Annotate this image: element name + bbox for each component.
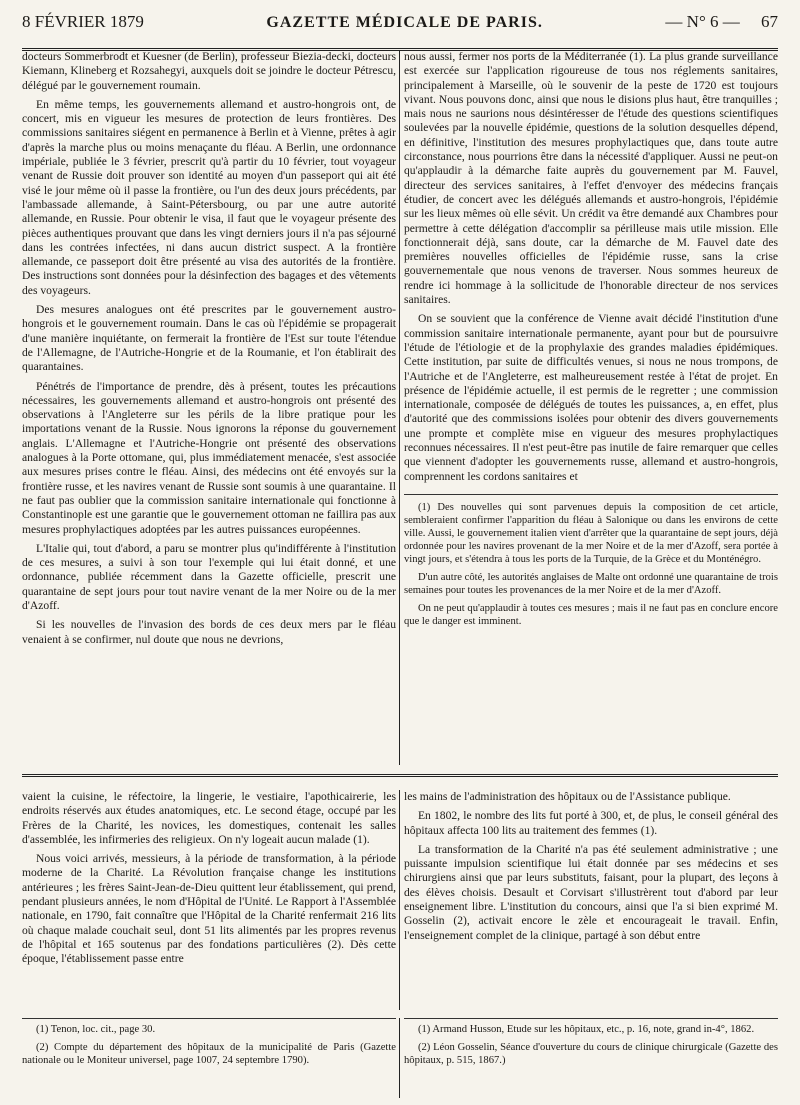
paragraph: vaient la cuisine, le réfectoire, la lingerie, le vestiaire, l'apothicairerie, les endroits réservés aux études anatomiques, etc. Le second étage, occupé par les Frères de la Charité, les novices, les domestiques, contenait les salles d'assemblée, les infirmeries des religieux. On n'y logeait aucun malade (1). (22, 790, 397, 846)
issue-number: — N° 6 — (665, 12, 740, 31)
footnote: (1) Armand Husson, Etude sur les hôpitaux, etc., p. 16, note, grand in-4°, 1862. (417, 1024, 755, 1035)
bottom-right-column (404, 790, 778, 1010)
footnote: (1) Des nouvelles qui sont parvenues depuis la composition de cet article, sembleraient confirmer l'apparition du fléau à Salonique ou dans les environs de cette ville. Aussi, le gouvernement italien vient d'arrêter que la quarantaine de sept jours, déjà ordonnée pour les navires provenant de la mer Noire et de la mer d'Azoff, sera portée à vingt jours, et s'étendra à tous les ports de la Turquie, de la Grèce et du Monténégro. (403, 501, 778, 565)
footnote: (2) Compte du département des hôpitaux de la municipalité de Paris (Gazette nationale ou le Moniteur universel, page 1007, 24 septembre 1790). (22, 1042, 397, 1066)
column-divider (396, 790, 404, 1010)
top-left-column (22, 50, 396, 765)
bottom-left-footnotes (22, 1018, 396, 1098)
page-header (22, 12, 778, 51)
footnote: D'un autre côté, les autorités anglaises de Malte ont ordonné une quarantaine de trois semaines pour toutes les provenances de la mer Noire et de la mer d'Azoff. (403, 571, 778, 596)
paragraph: nous aussi, fermer nos ports de la Méditerranée (1). La plus grande surveillance est exercée sur l'application rigoureuse de tous nos réglements sanitaires, principalement à Marseille, où le souvenir de la peste de 1720 est toujours vivant. Nous pouvons donc, ainsi que nous le disions plus haut, être tranquilles ; mais nous ne saurions nous désintéresser de l'étude des questions scientifiques soulevées par la nouvelle épidémie, questions de la solution desquelles dépend, en définitive, l'institution des mesures prophylactiques que, dans toute autre circonstance, nous pourrions être dans la nécessité d'appliquer. Aussi ne peut-on qu'applaudir à la démarche faite auprès du gouvernement par M. Fauvel, directeur des services sanitaires, à l'effet d'envoyer des médecins français étudier, de concert avec les délégués allemands et austro-hongrois, l'épidémie sur les lieux mêmes où elle sévit. Un crédit va être demandé aux Chambres pour permettre à cette délégation d'accomplir sa périlleuse mais utile mission. Elle fonctionnerait déjà, sans doute, car la démarche de M. Fauvel date des premières nouvelles officielles de l'épidémie russe, sans la crise gouvernementale que nous venons de traverser. Nous sommes heureux de rendre ici hommage à la sollicitude de l'honorable directeur de nos services sanitaires. (403, 50, 778, 307)
column-divider (396, 1018, 404, 1098)
footnote: On ne peut qu'applaudir à toutes ces mesures ; mais il ne faut pas en conclure encore que le danger est imminent. (403, 602, 778, 627)
bottom-left-column (22, 790, 396, 1010)
top-article (22, 50, 778, 765)
paragraph: L'Italie qui, tout d'abord, a paru se montrer plus qu'indifférente à l'institution de ces mesures, a suivi à son tour l'exemple qui lui était donné, et une ordonnance, publiée récemment dans la Gazette officielle, prescrit une quarantaine de sept jours pour tout navire venant de la mer Noire ou de la mer d'Azoff. (22, 541, 397, 612)
paragraph: Des mesures analogues ont été prescrites par le gouvernement austro-hongrois et le gouvernement roumain. Dans le cas où l'épidémie se propagerait d'une manière inquiétante, on fermerait la frontière de l'Est sur toute l'étendue de l'Allemagne, de l'Autriche-Hongrie et de la Roumanie, et l'on établirait des quarantaines. (22, 303, 397, 374)
paragraph: En même temps, les gouvernements allemand et austro-hongrois ont, de concert, mis en vigueur les mesures de protection de leurs frontières. Des commissions sanitaires siégent en permanence à Berlin et à Vienne, prêtes à agir d'après la marche plus ou moins menaçante du fléau. A Berlin, une ordonnance impériale, publiée le 3 février, prescrit qu'à partir du 10 février, tout voyageur venant de Russie doit prouver son identité au moyen d'un passeport qui ait été visé le jour même où il passe la frontière, ou l'un des deux jours précédents, par l'ambassade allemande, à Saint-Pétersbourg, ou par une autre autorité allemande, en Russie. Pour obtenir le visa, il faut que le voyageur présente des pièces authentiques prouvant que dans les vingt derniers jours il n'a pas séjourné dans les contrées infectées, ni dans aucun district suspect. A la frontière allemande, ce passeport doit être présenté au visa des autorités de la frontière. Des instructions sont données pour la désinfection des bagages et des vêtements des voyageurs. (22, 97, 397, 297)
bottom-footnotes (22, 1018, 778, 1098)
paragraph: En 1802, le nombre des lits fut porté à 300, et, de plus, le conseil général des hôpitaux affecta 100 lits au traitement des femmes (1). (403, 809, 778, 837)
paragraph: On se souvient que la conférence de Vienne avait décidé l'institution d'une commission sanitaire internationale permanente, ayant pour but de poursuivre l'étude de l'étiologie et de la prophylaxie des grandes maladies épidémiques. Cette institution, par suite de difficultés venues, si nous ne nous trompons, de l'Autriche et de l'Angleterre, est malheureusement restée à l'état de projet. En présence de l'épidémie actuelle, il est permis de le regretter ; une commission internationale, composée de délégués de toutes les puissances, a, en effet, plus d'autorité que des commissions isolées pour obtenir des divers gouvernements une prompte et complète mise en vigueur des mesures prophylactiques reconnues nécessaires. Il n'est peut-être pas inutile de faire remarquer que celles que viennent d'adopter les gouvernements russe, allemand et austro-hongrois, comprennent les cordons sanitaires et (403, 312, 778, 483)
paragraph: Si les nouvelles de l'invasion des bords de ces deux mers par le fléau venaient à se confirmer, nul doute que nous ne devrions, (22, 618, 397, 646)
paragraph: les mains de l'administration des hôpitaux ou de l'Assistance publique. (403, 790, 731, 803)
bottom-article (22, 790, 778, 1010)
section-separator (22, 774, 778, 777)
page-number: 67 (761, 12, 778, 31)
paragraph: docteurs Sommerbrodt et Kuesner (de Berlin), professeur Biezia-decki, docteurs Kiemann, Klineberg et Rozsahegyi, auxquels doit se joindre le docteur Pétrescu, délégué par le gouvernement roumain. (22, 50, 397, 92)
top-right-column (404, 50, 778, 765)
journal-title: GAZETTE MÉDICALE DE PARIS. (266, 14, 543, 31)
footnotes (404, 494, 778, 628)
footnote: (2) Léon Gosselin, Séance d'ouverture du cours de clinique chirurgicale (Gazette des hôpitaux, p. 515, 1867.) (403, 1042, 778, 1066)
paragraph: La transformation de la Charité n'a pas été seulement administrative ; une puissante impulsion scientifique lui était donnée par ses médecins et ses chirurgiens ainsi que par leurs substituts, faisant, pour la plupart, des leçons à des élèves choisis. Desault et Corvisart s'illustrèrent tout d'abord par leur enseignement libre. L'institution du concours, ainsi que l'a si bien exprimé M. Gosselin (2), activait encore le zèle et encourageait le travail. Enfin, l'enseignement complet de la clinique, partagé à son début entre (403, 842, 778, 942)
header-date: 8 FÉVRIER 1879 (22, 12, 144, 31)
column-divider (396, 50, 404, 765)
paragraph: Pénétrés de l'importance de prendre, dès à présent, toutes les précautions nécessaires, les gouvernements allemand et austro-hongrois ont présenté des observations à l'Angleterre sur les périls de la libre pratique pour les importations venant de la Russie. Nous ignorons la réponse du gouvernement anglais. L'Allemagne et l'Autriche-Hongrie ont présenté des observations analogues à la Porte ottomane, qui, plus immédiatement menacée, s'est associée aux mesures prises contre le fléau. Ainsi, des médecins ont été envoyés sur la frontière russe, et les navires venant de Russie sont soumis à une quarantaine. Il ne faut pas oublier que la commission sanitaire internationale qui fonctionne à Constantinople est une garantie que le gouvernement ottoman ne faillira pas aux mesures prophylactiques adoptées par les autres puissances européennes. (22, 379, 397, 536)
bottom-right-footnotes (404, 1018, 778, 1098)
paragraph: Nous voici arrivés, messieurs, à la période de transformation, à la période moderne de la Charité. La Révolution française change les institutions antérieures ; les frères Saint-Jean-de-Dieu quittent leur établissement, qui prend, pendant plusieurs années, le nom d'Hôpital de l'Unité. Le Rapport à l'Assemblée nationale, en 1790, fait connaître que l'Hôpital de la Charité renfermait 216 lits où chaque malade couchait seul, dont 51 lits alimentés par les propres revenus de l'hôpital et 165 soutenus par des fondations particulières (2). Dès cette époque, l'établissement passe entre (22, 852, 397, 966)
footnote: (1) Tenon, loc. cit., page 30. (36, 1024, 156, 1035)
